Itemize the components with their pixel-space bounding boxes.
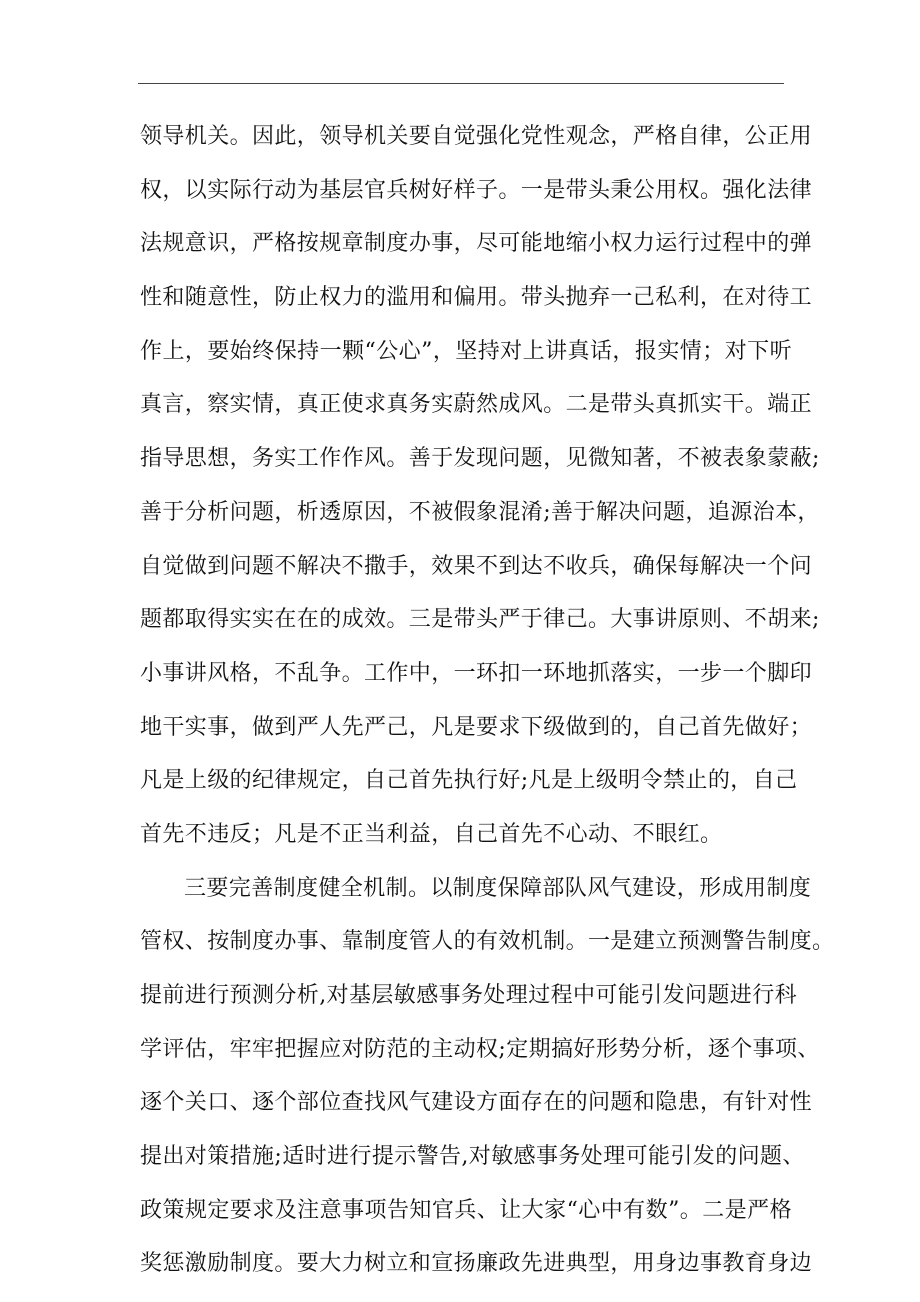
text-line: 凡是上级的纪律规定，自己首先执行好;凡是上级明令禁止的，自己 [140, 768, 798, 794]
paragraph [140, 110, 820, 862]
text-line: 指导思想，务实工作作风。善于发现问题，见微知著，不被表象蒙蔽; [140, 446, 820, 472]
text-line: 善于分析问题，析透原因，不被假象混淆;善于解决问题，追源治本， [140, 499, 820, 525]
paragraph [140, 862, 835, 1292]
text-line: 奖惩激励制度。要大力树立和宣扬廉政先进典型，用身边事教育身边 [140, 1251, 813, 1277]
text-line: 小事讲风格，不乱争。工作中，一环扣一环地抓落实，一步一个脚印 [140, 660, 813, 686]
text-line: 自觉做到问题不解决不撒手，效果不到达不收兵，确保每解决一个问 [140, 553, 813, 579]
document-body [140, 110, 835, 1291]
text-line: 法规意识，严格按规章制度办事，尽可能地缩小权力运行过程中的弹 [140, 231, 813, 257]
text-line: 权，以实际行动为基层官兵树好样子。一是带头秉公用权。强化法律 [140, 177, 813, 203]
text-line: 领导机关。因此，领导机关要自觉强化党性观念，严格自律，公正用 [140, 124, 813, 149]
text-line: 性和随意性，防止权力的滥用和偏用。带头抛弃一己私利，在对待工 [140, 285, 813, 311]
text-line: 真言，察实情，真正使求真务实蔚然成风。二是带头真抓实干。端正 [140, 392, 813, 418]
text-line: 学评估，牢牢把握应对防范的主动权;定期搞好形势分析，逐个事项、 [140, 1036, 820, 1062]
text-line: 政策规定要求及注意事项告知官兵、让大家“心中有数”。二是严格 [140, 1197, 792, 1223]
text-line: 逐个关口、逐个部位查找风气建设方面存在的问题和隐患，有针对性 [140, 1090, 813, 1116]
text-line: 题都取得实实在在的成效。三是带头严于律己。大事讲原则、不胡来; [140, 607, 820, 633]
text-line: 提出对策措施;适时进行提示警告,对敏感事务处理可能引发的问题、 [140, 1144, 805, 1170]
text-line: 提前进行预测分析,对基层敏感事务处理过程中可能引发问题进行科 [140, 983, 797, 1008]
text-line: 地干实事，做到严人先严己，凡是要求下级做到的，自己首先做好； [140, 714, 813, 740]
text-line: 作上，要始终保持一颗“公心”，坚持对上讲真话，报实情；对下听 [140, 338, 792, 364]
header-rule [138, 83, 784, 84]
text-line: 首先不违反；凡是不正当利益，自己首先不心动、不眼红。 [140, 821, 723, 847]
text-line: 三要完善制度健全机制。以制度保障部队风气建设，形成用制度 [184, 875, 812, 901]
text-line: 管权、按制度办事、靠制度管人的有效机制。一是建立预测警告制度。 [140, 929, 835, 955]
